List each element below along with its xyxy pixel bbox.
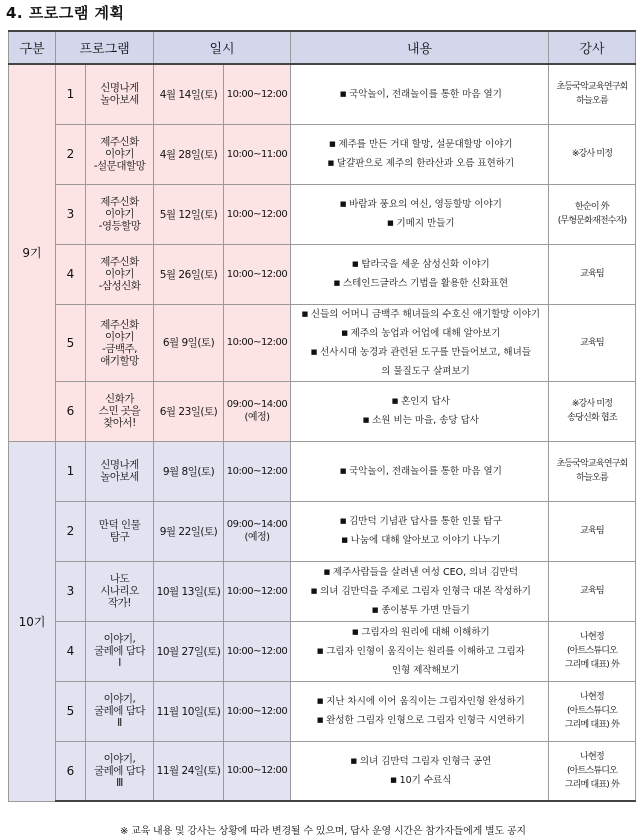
header-gubun: 구분 [9, 31, 56, 64]
content-item [291, 343, 548, 362]
square-bullet-icon: ■ [391, 397, 399, 405]
session-date: 5월 12일(토) [154, 184, 224, 244]
lecturer-line: ※강사 미정 [571, 149, 613, 159]
program-name-line: 제주신화 [100, 196, 139, 208]
header-program: 프로그램 [56, 31, 154, 64]
session-number: 2 [56, 124, 86, 184]
content-item [291, 362, 548, 381]
session-number: 3 [56, 561, 86, 621]
content-text: 국악놀이, 전래놀이를 통한 마음 열기 [349, 465, 502, 477]
session-number: 6 [56, 381, 86, 441]
session-date: 10월 13일(토) [154, 561, 224, 621]
lecturer [549, 304, 636, 381]
lecturer-line: ※강사 미정 [571, 399, 613, 409]
program-name [86, 441, 154, 501]
session-time [224, 621, 291, 681]
program-name-line: 신명나게 [100, 459, 139, 471]
program-name-line: 제주신화 [100, 136, 139, 148]
session-date: 4월 14일(토) [154, 64, 224, 124]
square-bullet-icon: ■ [371, 605, 379, 614]
session-number: 4 [56, 244, 86, 304]
content-item [291, 531, 548, 550]
header-schedule: 일시 [154, 31, 291, 64]
content-text: 나눔에 대해 알아보고 이야기 나누기 [350, 535, 501, 546]
content-item [291, 324, 548, 343]
content-item [291, 752, 548, 771]
square-bullet-icon: ■ [390, 775, 397, 784]
program-name-line: -영등할망 [98, 220, 141, 232]
lecturer [549, 741, 636, 801]
program-name-line: 굴레에 담다 [93, 705, 146, 717]
session-number: 5 [56, 304, 86, 381]
section-title: 4. 프로그램 계획 [6, 4, 125, 22]
session-content [291, 681, 549, 741]
program-name [86, 244, 154, 304]
program-name-line: Ⅰ [118, 657, 121, 669]
lecturer-line: 초등국악교육연구회 [556, 459, 628, 469]
content-text: 10기 수료식 [399, 774, 452, 786]
lecturer [549, 124, 636, 184]
session-content [291, 64, 549, 124]
program-name-line: 굴레에 담다 [93, 764, 146, 777]
session-date: 5월 26일(토) [154, 244, 224, 304]
session-time [224, 381, 291, 441]
session-time [224, 501, 291, 561]
lecturer-line: 교육팀 [580, 337, 604, 348]
lecturer-line: 한순이 外 [575, 202, 609, 212]
content-item [291, 85, 548, 104]
table-row [9, 184, 636, 244]
session-content [291, 381, 549, 441]
lecturer-line: 나현정 [580, 692, 604, 702]
content-text: 의녀 김만덕 그림자 인형극 공연 [359, 755, 492, 767]
session-content [291, 561, 549, 621]
program-name-line: 이야기 [105, 148, 134, 160]
session-content [291, 501, 549, 561]
program-name-line: 이야기 [105, 268, 134, 280]
content-item [291, 462, 548, 481]
program-name-line: 이야기, [103, 633, 136, 645]
content-item [291, 305, 548, 324]
square-bullet-icon: ■ [339, 517, 347, 525]
session-time [224, 124, 291, 184]
table-row [9, 124, 636, 184]
header-content: 내용 [291, 31, 549, 64]
lecturer-line: 그리메 대표) 外 [564, 720, 620, 730]
content-item [291, 154, 548, 173]
content-text: 지난 차시에 이어 움직이는 그림자인형 완성하기 [326, 696, 525, 707]
session-number: 5 [56, 681, 86, 741]
session-time-line: 09:00~14:00 [226, 519, 288, 530]
square-bullet-icon: ■ [329, 140, 336, 148]
session-date: 9월 22일(토) [154, 501, 224, 561]
content-item [291, 411, 548, 430]
session-date: 6월 9일(토) [154, 304, 224, 381]
square-bullet-icon: ■ [310, 347, 318, 356]
lecturer [549, 184, 636, 244]
content-item [291, 274, 548, 293]
square-bullet-icon: ■ [327, 159, 335, 167]
program-name-line: 나도 [109, 573, 130, 585]
session-content [291, 741, 549, 801]
program-name [86, 621, 154, 681]
content-text: 국악놀이, 전래놀이를 통한 마음 열기 [349, 88, 502, 100]
content-text: 그림자의 원리에 대해 이해하기 [361, 626, 490, 638]
content-text: 기메지 만들기 [396, 218, 455, 229]
session-time-line: 09:00~14:00 [226, 399, 288, 410]
program-name-line: 신명나게 [100, 82, 139, 95]
square-bullet-icon: ■ [362, 416, 370, 424]
program-name-line: 애기할망 [100, 354, 139, 367]
content-item [291, 771, 548, 790]
session-time-line: 10:00~12:00 [226, 337, 288, 348]
content-text: 바람과 풍요의 여신, 영등할망 이야기 [349, 199, 502, 210]
lecturer [549, 501, 636, 561]
program-name-line: 놀아보세 [100, 471, 139, 483]
square-bullet-icon: ■ [339, 89, 347, 98]
square-bullet-icon: ■ [301, 309, 309, 318]
cohort-label: 10기 [9, 441, 56, 801]
program-name-line: 찾아서! [103, 417, 136, 429]
program-name-line: 스민 곳을 [98, 405, 141, 417]
program-name [86, 304, 154, 381]
session-date: 9월 8일(토) [154, 441, 224, 501]
square-bullet-icon: ■ [352, 260, 359, 268]
lecturer-line: 교육팀 [580, 269, 604, 279]
session-date: 11월 10일(토) [154, 681, 224, 741]
content-text: 완성한 그림자 인형으로 그림자 인형극 시연하기 [326, 715, 525, 726]
session-number: 3 [56, 184, 86, 244]
session-content [291, 304, 549, 381]
lecturer-line: 송당신화 협조 [567, 413, 617, 423]
session-time-line: 10:00~12:00 [226, 585, 288, 597]
lecturer-line: 나현정 [580, 751, 604, 762]
program-name-line: 신화가 [105, 393, 134, 405]
program-name-line: 제주신화 [100, 256, 139, 268]
content-item [291, 661, 548, 680]
session-date: 4월 28일(토) [154, 124, 224, 184]
square-bullet-icon: ■ [316, 697, 324, 705]
header-lecturer: 강사 [549, 31, 636, 64]
table-row [9, 64, 636, 124]
program-name-line: 이야기, [103, 693, 136, 705]
program-name [86, 741, 154, 801]
session-content [291, 184, 549, 244]
table-row [9, 244, 636, 304]
session-time-line: 10:00~12:00 [226, 705, 288, 717]
program-name-line: 이야기, [103, 752, 136, 765]
program-name-line: -삼성신화 [98, 280, 141, 292]
content-text: 제주의 농업과 어업에 대해 알아보기 [350, 327, 501, 339]
program-name-line: 작가! [108, 597, 131, 609]
content-text: 의녀 김만덕을 주제로 그림자 인형극 대본 작성하기 [320, 585, 531, 597]
lecturer-line: 초등국악교육연구회 [556, 82, 628, 93]
program-name-line: 이야기 [105, 208, 134, 220]
program-name-line: 놀아보세 [100, 94, 139, 107]
session-time [224, 64, 291, 124]
lecturer-line: 교육팀 [580, 586, 604, 596]
session-content [291, 124, 549, 184]
program-name-line: 제주신화 [100, 318, 139, 331]
session-number: 1 [56, 64, 86, 124]
lecturer-line: 하늘오름 [576, 96, 608, 107]
content-item [291, 392, 548, 411]
content-item [291, 512, 548, 531]
lecturer-line: (아트스튜디오 [566, 765, 618, 776]
square-bullet-icon: ■ [387, 219, 394, 227]
square-bullet-icon: ■ [316, 716, 324, 724]
content-item [291, 692, 548, 711]
session-time [224, 304, 291, 381]
lecturer-line: 교육팀 [580, 526, 604, 536]
session-content [291, 244, 549, 304]
program-name-line: -설문대할망 [93, 160, 146, 172]
table-row [9, 304, 636, 381]
table-row [9, 561, 636, 621]
session-time-line: 10:00~12:00 [226, 208, 288, 220]
content-item [291, 255, 548, 274]
session-time [224, 184, 291, 244]
content-text: 스테인드글라스 기법을 활용한 신화표현 [342, 278, 509, 289]
session-time-line: 10:00~11:00 [226, 148, 288, 160]
session-time [224, 561, 291, 621]
square-bullet-icon: ■ [316, 646, 324, 655]
session-content [291, 441, 549, 501]
content-text: 인형 제작해보기 [391, 664, 460, 676]
content-text: 선사시대 농경과 관련된 도구를 만들어보고, 해녀들 [320, 346, 531, 358]
footnote: ※ 교육 내용 및 강사는 상황에 따라 변경될 수 있으며, 답사 운영 시간은 참가자들에게 별도 공지 [120, 826, 526, 837]
session-number: 6 [56, 741, 86, 801]
table-row [9, 501, 636, 561]
program-name-line: Ⅲ [116, 776, 123, 789]
square-bullet-icon: ■ [339, 466, 347, 475]
content-text: 김만덕 기념관 답사를 통한 인물 탐구 [349, 516, 502, 527]
program-name [86, 64, 154, 124]
session-date: 10월 27일(토) [154, 621, 224, 681]
program-name-line: Ⅱ [117, 717, 122, 729]
program-name [86, 681, 154, 741]
table-row [9, 741, 636, 801]
session-time-line: 10:00~12:00 [226, 645, 288, 657]
session-time-line: 10:00~12:00 [226, 268, 288, 280]
program-name [86, 124, 154, 184]
program-table [8, 30, 636, 802]
program-name-line: -금백주, [101, 342, 138, 355]
square-bullet-icon: ■ [333, 279, 341, 287]
lecturer [549, 681, 636, 741]
program-name-line: 시나리오 [100, 585, 139, 597]
lecturer-line: 그리메 대표) 外 [564, 779, 620, 790]
lecturer [549, 561, 636, 621]
program-name-line: 이야기 [105, 330, 134, 343]
content-text: 그림자 인형이 움직이는 원리를 이해하고 그림자 [326, 645, 525, 657]
lecturer [549, 64, 636, 124]
content-item [291, 623, 548, 642]
lecturer [549, 621, 636, 681]
session-time-line: 10:00~12:00 [226, 88, 288, 100]
content-text: 신들의 어머니 금백주 해녀들의 수호신 애기할망 이야기 [310, 308, 541, 320]
square-bullet-icon: ■ [323, 567, 331, 576]
table-row [9, 681, 636, 741]
content-text: 제주를 만든 거대 할망, 설문대할망 이야기 [338, 139, 513, 150]
content-text: 탐라국을 세운 삼성신화 이야기 [361, 259, 490, 270]
session-time-line: 10:00~12:00 [226, 465, 288, 477]
lecturer [549, 381, 636, 441]
session-time [224, 681, 291, 741]
content-text: 종이봉투 가면 만들기 [381, 604, 470, 616]
session-date: 6월 23일(토) [154, 381, 224, 441]
content-text: 제주사람들을 살려낸 여성 CEO, 의녀 김만덕 [332, 566, 519, 578]
content-item [291, 582, 548, 601]
lecturer-line: (무형문화재전수자) [557, 216, 627, 226]
table-body [9, 64, 636, 801]
content-item [291, 711, 548, 730]
table-row [9, 441, 636, 501]
square-bullet-icon: ■ [341, 328, 348, 337]
program-name [86, 501, 154, 561]
lecturer-line: 나현정 [580, 632, 604, 642]
lecturer-line: (아트스튜디오 [566, 646, 618, 656]
program-name-line: 탐구 [109, 531, 130, 543]
program-name-line: 굴레에 담다 [93, 645, 146, 657]
program-name [86, 561, 154, 621]
content-item [291, 563, 548, 582]
session-date: 11월 24일(토) [154, 741, 224, 801]
session-time [224, 244, 291, 304]
lecturer-line: 그리메 대표) 外 [564, 660, 620, 670]
cohort-label: 9기 [9, 64, 56, 441]
session-time-line: 10:00~12:00 [226, 765, 288, 777]
session-time [224, 741, 291, 801]
table-row [9, 621, 636, 681]
program-name [86, 184, 154, 244]
lecturer [549, 441, 636, 501]
session-time-line: (예정) [244, 412, 270, 423]
lecturer [549, 244, 636, 304]
content-item [291, 214, 548, 233]
content-text: 달걀판으로 제주의 한라산과 오름 표현하기 [336, 158, 515, 169]
program-name [86, 381, 154, 441]
program-name-line: 만덕 인물 [98, 519, 141, 531]
session-time-line: (예정) [244, 532, 270, 543]
lecturer-line: 하늘오름 [576, 473, 608, 483]
session-number: 4 [56, 621, 86, 681]
content-text: 혼인지 답사 [401, 396, 450, 407]
content-item [291, 642, 548, 661]
lecturer-line: (아트스튜디오 [566, 706, 618, 716]
content-text: 의 물질도구 살펴보기 [381, 365, 470, 377]
content-item [291, 195, 548, 214]
square-bullet-icon: ■ [310, 586, 318, 595]
square-bullet-icon: ■ [352, 627, 359, 636]
content-item [291, 135, 548, 154]
table-header-row [9, 31, 636, 64]
session-content [291, 621, 549, 681]
table-row [9, 381, 636, 441]
session-time [224, 441, 291, 501]
content-text: 소원 비는 마을, 송당 답사 [372, 415, 479, 426]
session-number: 1 [56, 441, 86, 501]
content-item [291, 601, 548, 620]
square-bullet-icon: ■ [339, 200, 347, 208]
square-bullet-icon: ■ [341, 536, 348, 544]
session-number: 2 [56, 501, 86, 561]
square-bullet-icon: ■ [350, 756, 358, 765]
